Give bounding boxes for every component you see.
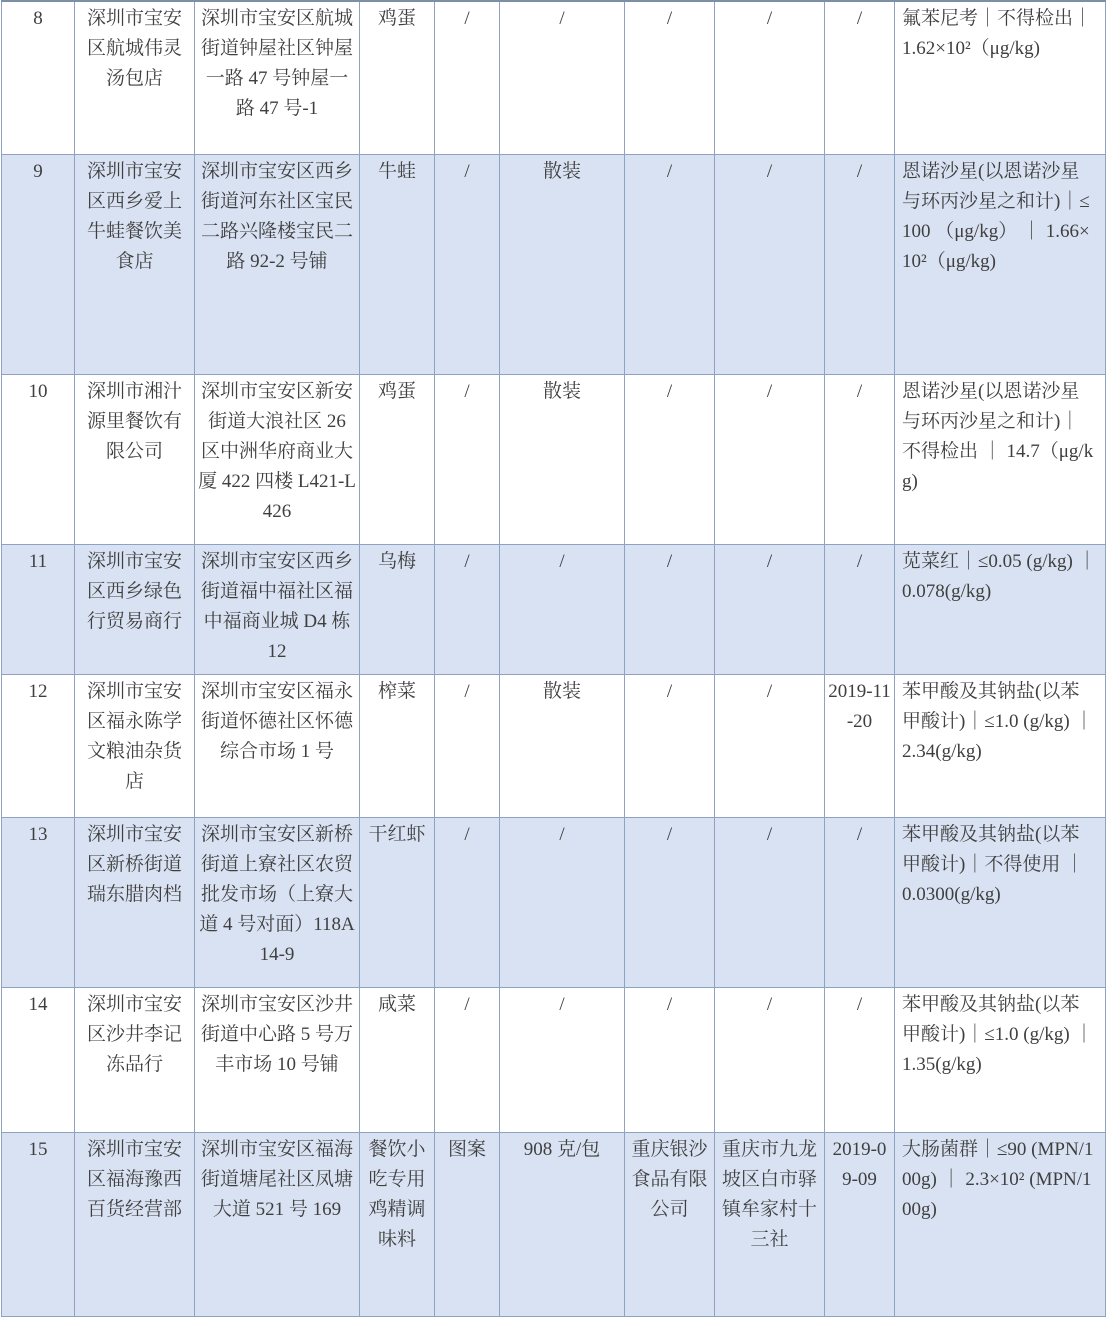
cell-spec: 散装 <box>500 154 625 374</box>
cell-production-date: / <box>825 154 895 374</box>
table-row <box>2 544 1106 674</box>
cell-trademark: 图案 <box>435 1132 500 1316</box>
cell-seq-no: 9 <box>2 154 75 374</box>
cell-food-name: 榨菜 <box>360 674 435 817</box>
cell-seq-no: 13 <box>2 817 75 987</box>
cell-producer-address: / <box>715 674 825 817</box>
cell-food-name: 鸡蛋 <box>360 1 435 154</box>
cell-food-name: 咸菜 <box>360 987 435 1132</box>
cell-producer: / <box>625 544 715 674</box>
cell-company-name: 深圳市宝安区沙井李记冻品行 <box>75 987 195 1132</box>
cell-food-name: 乌梅 <box>360 544 435 674</box>
cell-trademark: / <box>435 154 500 374</box>
cell-test-result: 苋菜红｜≤0.05 (g/kg) ｜ 0.078(g/kg) <box>895 544 1106 674</box>
cell-producer-address: / <box>715 1 825 154</box>
cell-trademark: / <box>435 374 500 544</box>
cell-producer-address: / <box>715 374 825 544</box>
cell-spec: / <box>500 1 625 154</box>
cell-producer-address: / <box>715 544 825 674</box>
cell-seq-no: 12 <box>2 674 75 817</box>
cell-test-result: 氟苯尼考｜不得检出｜1.62×10²（μg/kg) <box>895 1 1106 154</box>
cell-production-date: / <box>825 374 895 544</box>
cell-seq-no: 8 <box>2 1 75 154</box>
cell-production-date: / <box>825 544 895 674</box>
cell-company-name: 深圳市湘汁源里餐饮有限公司 <box>75 374 195 544</box>
cell-test-result: 恩诺沙星(以恩诺沙星与环丙沙星之和计)｜≤100 （μg/kg） ｜ 1.66×10²（μg/kg) <box>895 154 1106 374</box>
cell-seq-no: 14 <box>2 987 75 1132</box>
cell-production-date: / <box>825 987 895 1132</box>
table-row <box>2 1 1106 154</box>
cell-spec: 908 克/包 <box>500 1132 625 1316</box>
table-row <box>2 374 1106 544</box>
cell-production-date: / <box>825 1 895 154</box>
cell-company-address: 深圳市宝安区西乡街道福中福社区福中福商业城 D4 栋 12 <box>195 544 360 674</box>
cell-producer: 重庆银沙食品有限公司 <box>625 1132 715 1316</box>
cell-producer: / <box>625 374 715 544</box>
cell-trademark: / <box>435 817 500 987</box>
table-body <box>2 1 1106 1316</box>
cell-production-date: 2019-11-20 <box>825 674 895 817</box>
cell-production-date: / <box>825 817 895 987</box>
cell-producer-address: 重庆市九龙坡区白市驿镇牟家村十三社 <box>715 1132 825 1316</box>
cell-company-address: 深圳市宝安区新安街道大浪社区 26 区中洲华府商业大厦 422 四楼 L421-L426 <box>195 374 360 544</box>
cell-company-name: 深圳市宝安区福海豫西百货经营部 <box>75 1132 195 1316</box>
cell-food-name: 牛蛙 <box>360 154 435 374</box>
table-row <box>2 674 1106 817</box>
cell-producer: / <box>625 1 715 154</box>
cell-spec: / <box>500 987 625 1132</box>
cell-company-address: 深圳市宝安区航城街道钟屋社区钟屋一路 47 号钟屋一路 47 号-1 <box>195 1 360 154</box>
table-row <box>2 817 1106 987</box>
cell-company-address: 深圳市宝安区福海街道塘尾社区凤塘大道 521 号 169 <box>195 1132 360 1316</box>
cell-food-name: 鸡蛋 <box>360 374 435 544</box>
cell-company-address: 深圳市宝安区西乡街道河东社区宝民二路兴隆楼宝民二路 92-2 号铺 <box>195 154 360 374</box>
cell-production-date: 2019-09-09 <box>825 1132 895 1316</box>
cell-seq-no: 11 <box>2 544 75 674</box>
cell-spec: 散装 <box>500 374 625 544</box>
cell-company-name: 深圳市宝安区西乡绿色行贸易商行 <box>75 544 195 674</box>
cell-test-result: 苯甲酸及其钠盐(以苯甲酸计)｜不得使用 ｜ 0.0300(g/kg) <box>895 817 1106 987</box>
cell-trademark: / <box>435 987 500 1132</box>
cell-company-address: 深圳市宝安区福永街道怀德社区怀德综合市场 1 号 <box>195 674 360 817</box>
cell-trademark: / <box>435 1 500 154</box>
cell-spec: / <box>500 817 625 987</box>
inspection-results-table <box>1 0 1106 1317</box>
cell-trademark: / <box>435 544 500 674</box>
cell-food-name: 干红虾 <box>360 817 435 987</box>
cell-test-result: 苯甲酸及其钠盐(以苯甲酸计)｜≤1.0 (g/kg) ｜ 2.34(g/kg) <box>895 674 1106 817</box>
cell-producer-address: / <box>715 817 825 987</box>
cell-producer: / <box>625 154 715 374</box>
cell-test-result: 苯甲酸及其钠盐(以苯甲酸计)｜≤1.0 (g/kg) ｜ 1.35(g/kg) <box>895 987 1106 1132</box>
table-row <box>2 1132 1106 1316</box>
cell-spec: 散装 <box>500 674 625 817</box>
cell-test-result: 恩诺沙星(以恩诺沙星与环丙沙星之和计)｜不得检出 ｜ 14.7（μg/kg) <box>895 374 1106 544</box>
cell-company-name: 深圳市宝安区福永陈学文粮油杂货店 <box>75 674 195 817</box>
cell-producer: / <box>625 674 715 817</box>
cell-company-name: 深圳市宝安区航城伟灵汤包店 <box>75 1 195 154</box>
cell-producer-address: / <box>715 987 825 1132</box>
cell-producer-address: / <box>715 154 825 374</box>
cell-trademark: / <box>435 674 500 817</box>
cell-producer: / <box>625 817 715 987</box>
cell-company-address: 深圳市宝安区沙井街道中心路 5 号万丰市场 10 号铺 <box>195 987 360 1132</box>
table-row <box>2 987 1106 1132</box>
table-row <box>2 154 1106 374</box>
cell-test-result: 大肠菌群｜≤90 (MPN/100g) ｜ 2.3×10² (MPN/100g) <box>895 1132 1106 1316</box>
cell-seq-no: 10 <box>2 374 75 544</box>
cell-food-name: 餐饮小吃专用鸡精调味料 <box>360 1132 435 1316</box>
cell-company-name: 深圳市宝安区西乡爱上牛蛙餐饮美食店 <box>75 154 195 374</box>
cell-company-name: 深圳市宝安区新桥街道瑞东腊肉档 <box>75 817 195 987</box>
cell-producer: / <box>625 987 715 1132</box>
cell-spec: / <box>500 544 625 674</box>
cell-seq-no: 15 <box>2 1132 75 1316</box>
cell-company-address: 深圳市宝安区新桥街道上寮社区农贸批发市场（上寮大道 4 号对面）118A14-9 <box>195 817 360 987</box>
